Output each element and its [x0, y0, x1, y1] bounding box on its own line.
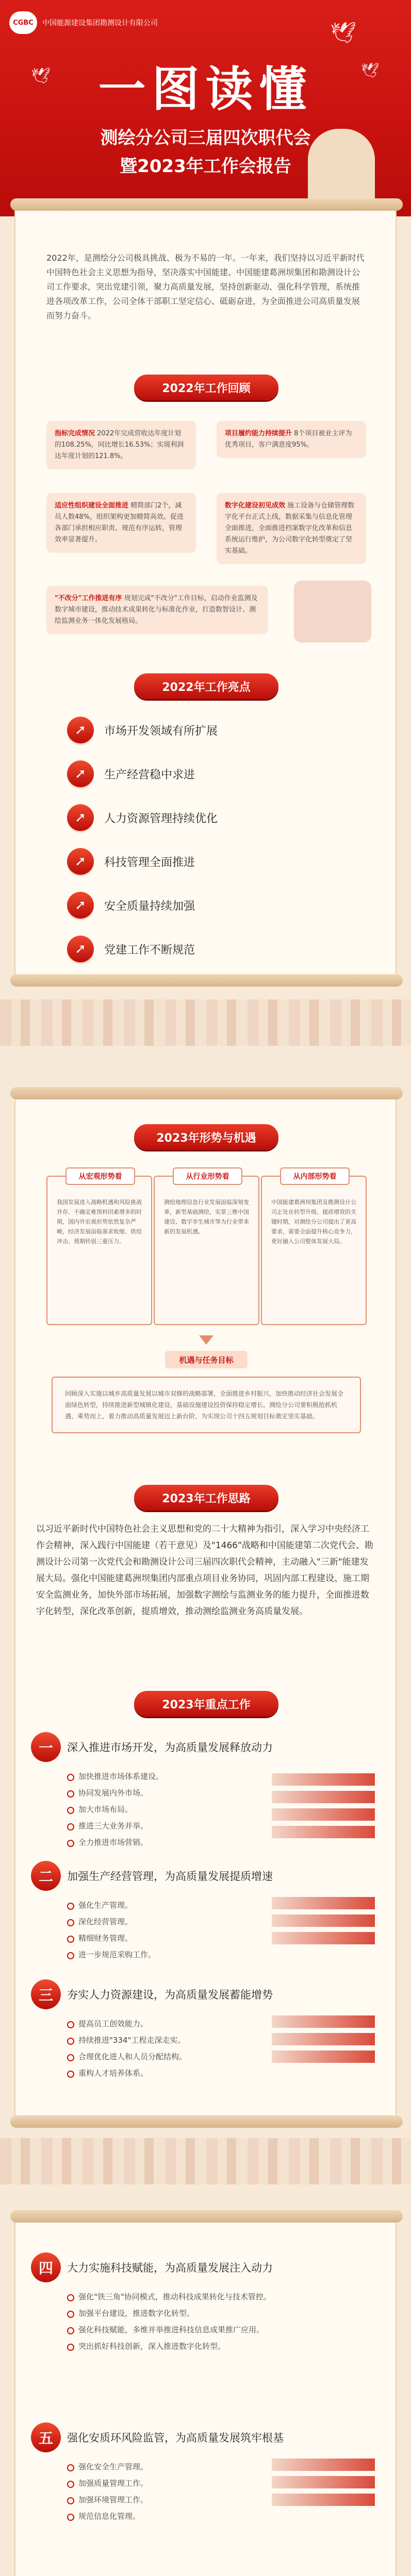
- decorative-stripes: [272, 2015, 375, 2068]
- highlight-item: [67, 715, 356, 745]
- review-item: [46, 421, 196, 469]
- keywork-item: 推进三大业务并举。: [67, 1818, 163, 1834]
- situation-text: 中国能建葛洲坝集团及勘测设计公司正处在转型升级、提质增效的关键时期，对测绘分公司提出了更高要求，需要全面提升核心竞争力，更好融入公司整体发展大局。: [271, 1199, 356, 1245]
- keywork-item: 加快推进市场体系建设。: [67, 1768, 163, 1785]
- dove-icon: 🕊: [330, 21, 356, 45]
- highlight-label: 安全质量持续加强: [104, 900, 195, 913]
- highlight-item: [67, 846, 356, 877]
- sub-title-1: 测绘分公司三届四次职代会: [100, 128, 311, 148]
- keywork-list: [67, 1768, 163, 1851]
- arrow-down-icon: [199, 1335, 213, 1345]
- city-skyline: [0, 2138, 411, 2184]
- keywork-item: 精细财务管理。: [67, 1930, 156, 1946]
- highlight-item: [67, 934, 356, 964]
- keywork-number: 一: [31, 1732, 61, 1762]
- highlight-label: 生产经营稳中求进: [104, 768, 195, 782]
- arrow-right-icon: ➚: [67, 848, 94, 875]
- section-title-thinking: 2023年工作思路: [134, 1485, 278, 1511]
- highlight-label: 人力资源管理持续优化: [104, 812, 218, 825]
- highlight-item: [67, 758, 356, 789]
- review-item-label: 适应性组织建设全面推进: [55, 502, 129, 510]
- highlight-label: 市场开发领域有所扩展: [104, 724, 218, 738]
- dove-icon: 🕊: [31, 67, 51, 85]
- scroll-rod: [10, 974, 403, 987]
- keywork-list: [67, 1897, 156, 1963]
- highlight-item: [67, 890, 356, 921]
- keywork-item: 强化"铁三角"协同模式，推动科技成果转化与技术管控。: [67, 2289, 376, 2305]
- scroll-rod: [10, 2115, 403, 2128]
- dove-icon: 🕊: [361, 62, 380, 79]
- situation-tag: 从宏观形势看: [65, 1167, 135, 1185]
- keywork-item: 突出抓好科技创新，深入推进数字化转型。: [67, 2338, 376, 2354]
- situation-card: [154, 1173, 259, 1325]
- arrow-right-icon: ➚: [67, 760, 94, 787]
- review-item: [217, 493, 366, 564]
- arrow-right-icon: ➚: [67, 936, 94, 962]
- keywork-item: 提高员工创效能力。: [67, 2015, 187, 2032]
- keywork-item: 规范信息化管理。: [67, 2508, 148, 2524]
- arrow-right-icon: ➚: [67, 892, 94, 919]
- review-item: [46, 493, 196, 553]
- keywork-list: [67, 2289, 376, 2354]
- arrow-right-icon: ➚: [67, 804, 94, 831]
- keywork-title: 加强生产经营管理，为高质量发展提质增速: [67, 1870, 273, 1883]
- risk-tag: 机遇与任务目标: [165, 1351, 248, 1368]
- keywork-number: 三: [31, 1979, 61, 2009]
- review-item-text: 精简部门2个，减员人数48%，组织架构更加精简高效。促进各部门承担相应职责、规范有序运转，管理效率显著提升。: [55, 502, 184, 544]
- highlight-label: 科技管理全面推进: [104, 856, 195, 869]
- thinking-paragraph: 以习近平新时代中国特色社会主义思想和党的二十大精神为指引，深入学习中央经济工作会精神，深入践行中国能建（若干意见）及"1466"战略和中国能建第二次党代会、勘测设计公司第一次党代会和勘测设计公司三届四次职代会精神，主动融入"三新"能建发展大局。强化中国能建葛洲坝集团内部重点项目业务协同，巩固内部工程建设、施工期安全监测业务，加快外部市场拓展，加强数字测绘与监测业务的能力提升，全面推进数字化转型，深化改革创新，提质增效，推动测绘监测业务高质量发展。: [36, 1524, 373, 1617]
- keywork-item: 强化科技赋能，多维并举推进科技信息成果推广应用。: [67, 2321, 376, 2338]
- keywork-number: 二: [31, 1861, 61, 1891]
- highlight-item: [67, 802, 356, 833]
- keywork-number: 四: [31, 2252, 61, 2282]
- keywork-item: 强化安全生产管理。: [67, 2459, 148, 2475]
- scroll-panel-2: [14, 1092, 397, 2123]
- highlight-label: 党建工作不断规范: [104, 943, 195, 957]
- situation-tag: 从内部形势看: [280, 1167, 350, 1185]
- review-item-label: 数字化建设初见成效: [225, 502, 286, 510]
- city-skyline: [0, 999, 411, 1046]
- keywork-title: 大力实施科技赋能，为高质量发展注入动力: [67, 2262, 273, 2274]
- sub-title-2: 暨2023年工作会报告: [120, 156, 291, 177]
- keywork-title: 深入推进市场开发，为高质量发展释放动力: [67, 1741, 273, 1754]
- team-illustration: [294, 581, 371, 642]
- situation-card: [261, 1173, 367, 1325]
- keywork-item: 强化生产管理。: [67, 1897, 156, 1913]
- keywork-item: 持续推进"334"工程走深走实。: [67, 2032, 187, 2048]
- section-title-highlights: 2022年工作亮点: [134, 673, 278, 699]
- keywork-item: 重构人才培养体系。: [67, 2065, 187, 2081]
- company-logo: [9, 11, 158, 34]
- keywork-list: [67, 2015, 187, 2081]
- review-item-text: 2022年完成营收达年度计划的108.25%，同比增长16.53%；实现利润达年度计划的121.8%。: [55, 430, 184, 460]
- review-item-label: "不改分"工作推进有序: [55, 595, 122, 602]
- situation-card: [46, 1173, 152, 1325]
- keywork-title: 强化安质环风险监管，为高质量发展筑牢根基: [67, 2432, 284, 2444]
- arrow-right-icon: ➚: [67, 717, 94, 743]
- review-item-label: 指标完成情况: [55, 430, 95, 437]
- risk-box: 回顾深入实施以城乡高质量发展以城市双修的战略部署，全面推进乡村振兴，加快推动经济社会发展全面绿色转型，持续推进新型城镇化建设，基础设施建设投资保持稳定增长。测绘分公司要积极抢抓机遇、乘势而上，着力推动高质量发展迈上新台阶，为实现公司十四五规划目标奠定坚实基础。: [52, 1377, 361, 1433]
- section-title-situation: 2023年形势与机遇: [134, 1124, 278, 1150]
- scroll-rod: [10, 2210, 403, 2223]
- review-item-label: 项目履约能力持续提升: [225, 430, 292, 437]
- section-title-keywork: 2023年重点工作: [134, 1691, 278, 1717]
- keywork-item: 加大市场布局。: [67, 1801, 163, 1818]
- decorative-stripes: [272, 1897, 375, 1950]
- keywork-item: 协同发展内外市场。: [67, 1785, 163, 1801]
- section-title-review: 2022年工作回顾: [134, 375, 278, 400]
- keywork-item: 加强环境管理工作。: [67, 2492, 148, 2508]
- review-item-text: 规划完成"不改分"工作目标，启动作业监测及数字城市建设，推动技术成果转化与标准化作业，打造数智设计、测绘监测业务一体化发展格局。: [55, 595, 258, 625]
- keywork-item: 深化经营管理。: [67, 1913, 156, 1930]
- keywork-item: 合理优化进人和人员分配结构。: [67, 2048, 187, 2065]
- scroll-panel-1: [14, 204, 397, 981]
- situation-text: 我国发展进入战略机遇和风险挑战并存、不确定难预料因素增多的时期，国内外宏观形势依然复杂严峻，经济发展面临需求收缩、供给冲击、预期转弱三重压力。: [57, 1199, 142, 1245]
- decorative-stripes: [272, 1773, 375, 1843]
- review-item: [217, 421, 366, 458]
- scroll-rod: [10, 198, 403, 211]
- keywork-title: 夯实人力资源建设，为高质量发展蓄能增势: [67, 1989, 273, 2001]
- keywork-item: 全力推进市场营销。: [67, 1834, 163, 1851]
- intro-paragraph: 2022年，是测绘分公司极具挑战、极为不易的一年。一年来，我们坚持以习近平新时代中国特色社会主义思想为指导，坚决落实中国能建、中国能建葛洲坝集团和勘测设计公司工作要求，突出党建引领，聚力高质量发展，坚持创新驱动、强化科学管理，系统推进各项改革工作，公司全体干部职工坚定信心、砥砺奋进，为全面推进公司高质量发展而努力奋斗。: [46, 253, 365, 320]
- logo-mark: CGBC: [9, 11, 37, 34]
- situation-tag: 从行业形势看: [173, 1167, 242, 1185]
- keywork-item: 加强平台建设，推进数字化转型。: [67, 2305, 376, 2321]
- keywork-item: 进一步规范采购工作。: [67, 1946, 156, 1963]
- keywork-number: 五: [31, 2422, 61, 2452]
- scroll-panel-3: [14, 2215, 397, 2576]
- situation-text: 测绘地理信息行业发展面临深刻变革，新型基础测绘、实景三维中国建设、数字孪生城市等为行业带来新的发展机遇。: [164, 1199, 249, 1235]
- main-title: 一图读懂: [98, 61, 313, 117]
- keywork-item: 加强质量管理工作。: [67, 2475, 148, 2492]
- hero-banner: [0, 0, 411, 216]
- review-item: [46, 586, 268, 634]
- review-item-text: 8个项目被业主评为优秀项目，客户满意度95%。: [225, 430, 352, 449]
- keywork-list: [67, 2459, 148, 2524]
- decorative-stripes: [272, 2459, 375, 2511]
- company-name: 中国能源建设集团勘测设计有限公司: [42, 19, 158, 27]
- scroll-rod: [10, 1087, 403, 1099]
- review-item-text: 施工设备与仓储管理数字化平台正式上线，数据采集与信息化管理全面推进，全面推进档案数字化改革和信息系统运行维护，为公司数字化转型奠定了坚实基础。: [225, 502, 355, 555]
